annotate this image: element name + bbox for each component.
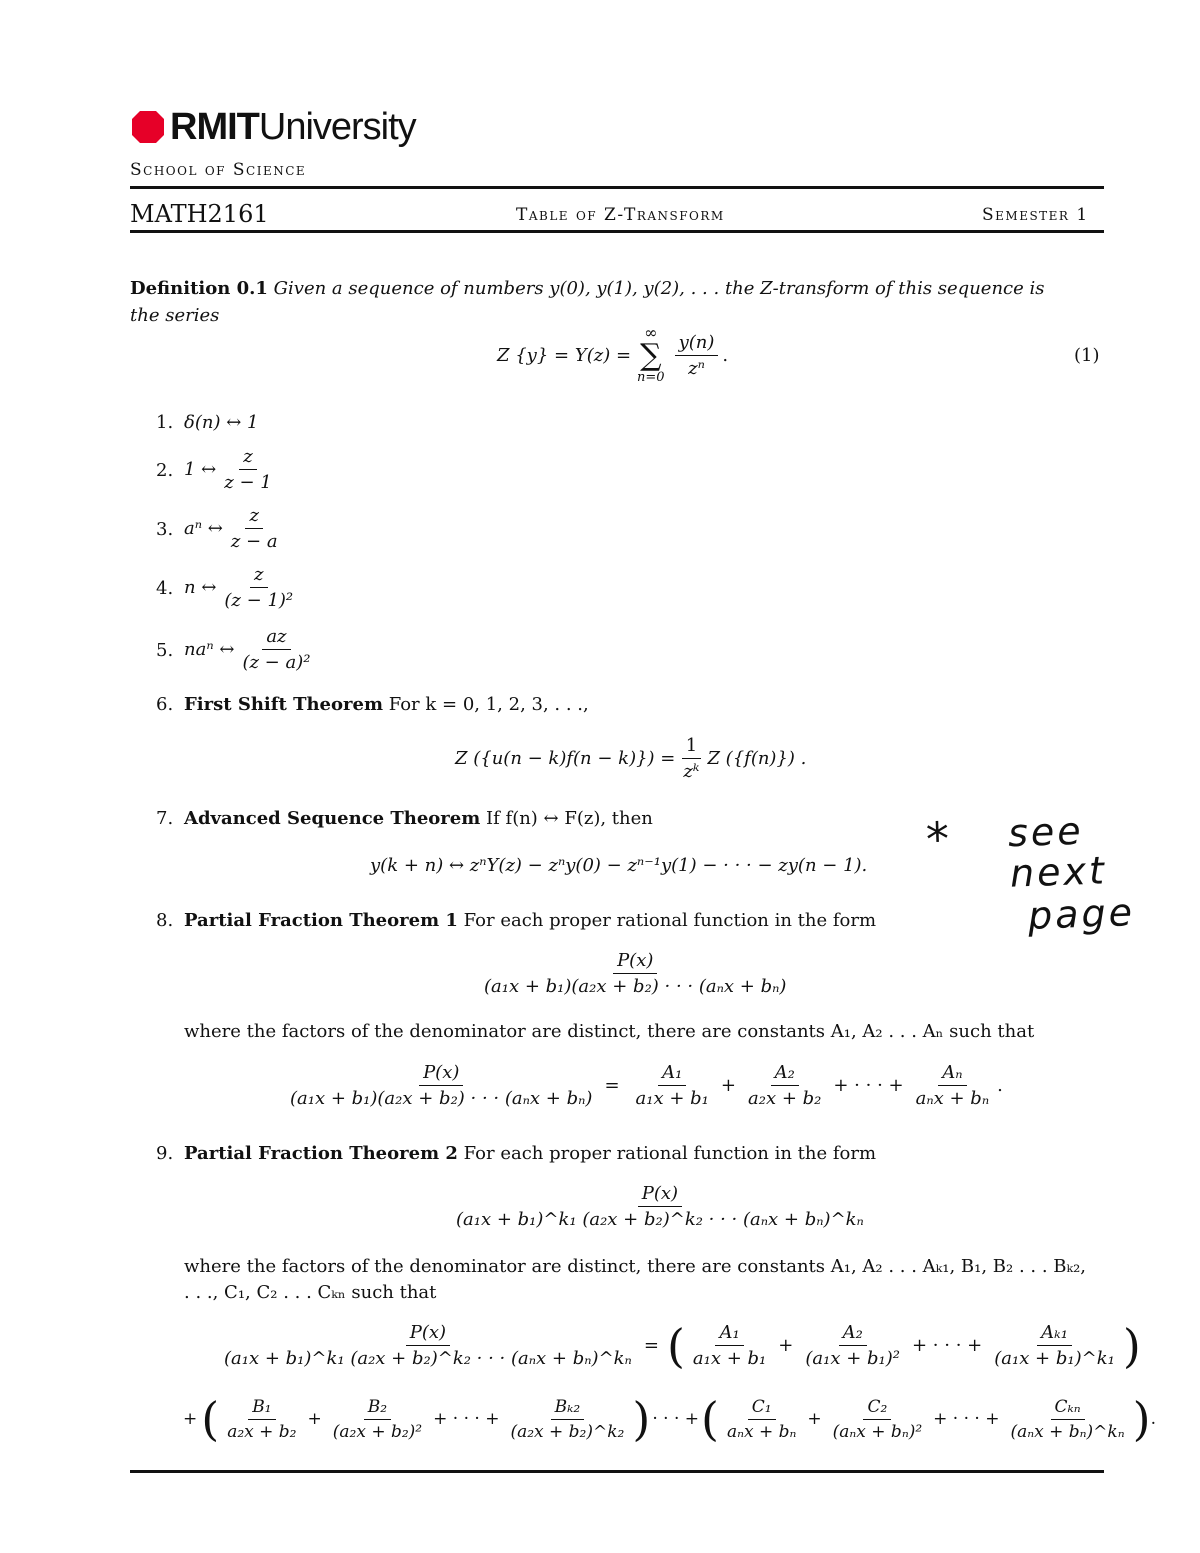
pf1-form-fraction	[480, 950, 790, 997]
fraction-numerator: A₂	[839, 1322, 867, 1346]
fraction-denominator: a₂x + b₂	[227, 1421, 297, 1442]
fraction-numerator: P(x)	[406, 1322, 450, 1346]
item-number: 8.	[156, 910, 174, 931]
item-4-lhs: n ↔	[184, 577, 217, 598]
fraction-numerator: C₂	[863, 1397, 891, 1420]
item-9-heading	[184, 1143, 876, 1164]
definition-equation: Z {y} = Y(z) = ∞ ∑ n=0 $\frac{y(n)}{\text{zⁿ}}$ .	[497, 323, 729, 385]
fraction-denominator: a₂x + b₂	[748, 1088, 822, 1109]
fraction-denominator: (a₁x + b₁)^k₁ (a₂x + b₂)^k₂ · · · (aₙx + bₙ)^kₙ	[456, 1209, 864, 1230]
fraction-numerator: P(x)	[613, 950, 657, 974]
course-code: MATH2161	[130, 200, 269, 228]
school-name: School of Science	[130, 160, 307, 180]
ellipsis-plus: + · · · +	[833, 1075, 904, 1096]
fraction-numerator: P(x)	[638, 1183, 682, 1207]
theorem-title: Partial Fraction Theorem 1	[184, 910, 458, 931]
theorem-text: For each proper rational function in the form	[463, 910, 877, 931]
item-number: 5.	[156, 640, 174, 661]
item-number: 1.	[156, 412, 174, 433]
handwritten-see: see	[1007, 808, 1085, 856]
sigma-icon: ∑	[640, 338, 662, 373]
item-3-formula	[184, 505, 286, 552]
item-4-formula	[184, 564, 301, 611]
theorem-title: Advanced Sequence Theorem	[184, 808, 481, 829]
fraction-denominator: (a₁x + b₁)(a₂x + b₂) · · · (aₙx + bₙ)	[290, 1088, 593, 1109]
fraction-numerator: Cₖₙ	[1051, 1397, 1085, 1420]
item-8-heading	[184, 910, 876, 931]
rmit-logo	[130, 106, 416, 148]
fraction-numerator: P(x)	[419, 1062, 463, 1086]
fraction-numerator: B₁	[248, 1397, 275, 1420]
logo-text-university: University	[258, 105, 416, 148]
semester-label: Semester 1	[982, 205, 1089, 225]
fraction-numerator: 1	[682, 735, 701, 759]
equation-number: (1)	[1074, 345, 1100, 366]
first-shift-equation	[455, 735, 806, 782]
pf2-decomposition-line2: + ( $\frac{\text{B₁}}{\text{a₂x + b₂}}$ + $\frac{\text{B₂}}{\text{(a₂x + b₂)²}}$ + · · · + $\frac{\text{Bₖ₂}}{\text{(a₂x + b₂)\textasciicircum{}k₂}}$ ) · · · + ( $\frac{\text{C₁}}{\text{aₙx + bₙ}}$ + $\frac{\text{C₂}}{\text{(aₙx + bₙ)²}}$ + · · · + $\frac{\text{Cₖₙ}}{\text{(aₙx + bₙ)\textasciicircum{}kₙ}}$ ) .	[183, 1392, 1156, 1446]
eq-lhs: Z ({u(n − k)f(n − k)}) =	[455, 748, 676, 769]
fraction-numerator: az	[262, 626, 290, 650]
summation-upper: ∞	[644, 323, 658, 342]
fraction-denominator: (aₙx + bₙ)²	[832, 1421, 923, 1442]
fraction-numerator: y(n)	[675, 332, 719, 356]
item-number: 4.	[156, 578, 174, 599]
ellipsis-plus: + · · · +	[433, 1409, 500, 1429]
item-number: 9.	[156, 1143, 174, 1164]
fraction-denominator: zⁿ	[688, 357, 705, 379]
fraction-numerator: z	[250, 564, 267, 588]
fraction-denominator: aₙx + bₙ	[915, 1088, 990, 1109]
fraction-denominator: (z − 1)²	[224, 590, 294, 611]
fraction-denominator: (a₂x + b₂)²	[332, 1421, 423, 1442]
fraction-denominator: (a₂x + b₂)^k₂	[510, 1421, 625, 1442]
pf1-decomposition-equation: $\frac{P(x)}{\text{(a₁x + b₁)(a₂x + b₂) · · · (aₙx + bₙ)}}$ = $\frac{\text{A₁}}{\text{a₁x + b₁}}$ + $\frac{\text{A₂}}{\text{a₂x + b₂}}$ + · · · + $\frac{\text{Aₙ}}{\text{aₙx + bₙ}}$ .	[286, 1062, 1003, 1109]
handwritten-page: page	[1027, 890, 1136, 938]
definition-paragraph	[130, 278, 1045, 299]
fraction-denominator: (z − a)²	[242, 652, 311, 673]
pf2-decomposition-line1: $\frac{P(x)}{\text{(a₁x + b₁)\textasciicircum{}k₁ (a₂x + b₂)\textasciicircum{}k₂ · · · (aₙx + bₙ)\textasciicircum{}kₙ}}$ = ( $\frac{\text{A₁}}{\text{a₁x + b₁}}$ + $\frac{\text{A₂}}{\text{(a₁x + b₁)²}}$ + · · · + $\frac{\text{Aₖ₁}}{\text{(a₁x + b₁)\textasciicircum{}k₁}}$ )	[220, 1322, 1141, 1369]
item-number: 3.	[156, 519, 174, 540]
item-number: 7.	[156, 808, 174, 829]
item-2-lhs: 1 ↔	[184, 459, 217, 480]
fraction-denominator: aₙx + bₙ	[726, 1421, 797, 1442]
item-8-text-constants: where the factors of the denominator are distinct, there are constants A₁, A₂ . . . Aₙ such that	[184, 1021, 1035, 1042]
handwritten-next: next	[1009, 848, 1108, 896]
handwritten-star: *	[925, 811, 953, 867]
advanced-sequence-equation: y(k + n) ↔ zⁿY(z) − zⁿy(0) − zⁿ⁻¹y(1) − · · · − zy(n − 1).	[370, 855, 868, 876]
fraction-denominator: (a₁x + b₁)²	[805, 1348, 900, 1369]
definition-eq-lhs: Z {y} = Y(z) =	[497, 344, 632, 366]
definition-text-line2: the series	[130, 305, 220, 326]
item-9-text-constants-2: . . ., C₁, C₂ . . . Cₖₙ such that	[184, 1282, 437, 1303]
fraction-numerator: B₂	[364, 1397, 391, 1420]
definition-fraction	[675, 332, 719, 379]
fraction-denominator: (aₙx + bₙ)^kₙ	[1010, 1421, 1125, 1442]
theorem-title: First Shift Theorem	[184, 694, 383, 715]
summation	[637, 325, 665, 385]
fraction-denominator: a₁x + b₁	[692, 1348, 767, 1369]
definition-text: Given a sequence of numbers y(0), y(1), y(2), . . . the Z-transform of this sequence is	[273, 278, 1045, 299]
theorem-text: For each proper rational function in the form	[463, 1143, 877, 1164]
fraction-denominator: z − 1	[224, 472, 272, 493]
fraction-numerator: Aₖ₁	[1037, 1322, 1072, 1346]
header-rule-top	[130, 186, 1104, 189]
fraction-numerator: Bₖ₂	[551, 1397, 585, 1420]
fraction-numerator: A₂	[771, 1062, 799, 1086]
fraction-denominator: a₁x + b₁	[635, 1088, 709, 1109]
fraction-numerator: Aₙ	[938, 1062, 966, 1086]
item-5-formula	[184, 626, 318, 673]
fraction-denominator: (a₁x + b₁)^k₁ (a₂x + b₂)^k₂ · · · (aₙx + bₙ)^kₙ	[224, 1348, 632, 1369]
theorem-title: Partial Fraction Theorem 2	[184, 1143, 458, 1164]
ellipsis-plus: + · · · +	[912, 1335, 983, 1356]
logo-text-rmit: RMIT	[170, 105, 259, 148]
fraction-numerator: A₁	[715, 1322, 743, 1346]
item-7-heading	[184, 808, 653, 829]
item-3-lhs: aⁿ ↔	[184, 518, 223, 539]
fraction-denominator: z − a	[230, 531, 278, 552]
eq-rhs: Z ({f(n)}) .	[707, 748, 807, 769]
item-6-heading	[184, 694, 589, 715]
item-1-formula: δ(n) ↔ 1	[184, 412, 259, 433]
fraction-numerator: z	[245, 505, 262, 529]
fraction-numerator: z	[239, 446, 256, 470]
theorem-text: If f(n) ↔ F(z), then	[486, 808, 653, 829]
item-number: 6.	[156, 694, 174, 715]
document-title: Table of Z-Transform	[516, 205, 725, 225]
fraction-numerator: C₁	[748, 1397, 776, 1420]
fraction-denominator: (a₁x + b₁)^k₁	[994, 1348, 1115, 1369]
fraction-denominator: (a₁x + b₁)(a₂x + b₂) · · · (aₙx + bₙ)	[484, 976, 787, 997]
item-5-lhs: naⁿ ↔	[184, 639, 235, 660]
theorem-text: For k = 0, 1, 2, 3, . . .,	[388, 694, 589, 715]
ellipsis-between: · · · +	[652, 1409, 699, 1429]
pf2-form-fraction	[452, 1183, 868, 1230]
item-2-formula	[184, 446, 280, 493]
ellipsis-plus: + · · · +	[933, 1409, 1000, 1429]
rmit-pixel-mark-icon	[130, 109, 166, 145]
footer-rule	[130, 1470, 1104, 1473]
summation-lower: n=0	[637, 370, 665, 385]
item-9-text-constants: where the factors of the denominator are distinct, there are constants A₁, A₂ . . . Aₖ₁, B₁, B₂ . . . Bₖ₂,	[184, 1256, 1087, 1277]
item-number: 2.	[156, 460, 174, 481]
fraction-denominator: zᵏ	[683, 761, 700, 782]
header-rule-bottom	[130, 230, 1104, 233]
definition-label: Definition 0.1	[130, 278, 268, 299]
fraction-numerator: A₁	[658, 1062, 686, 1086]
